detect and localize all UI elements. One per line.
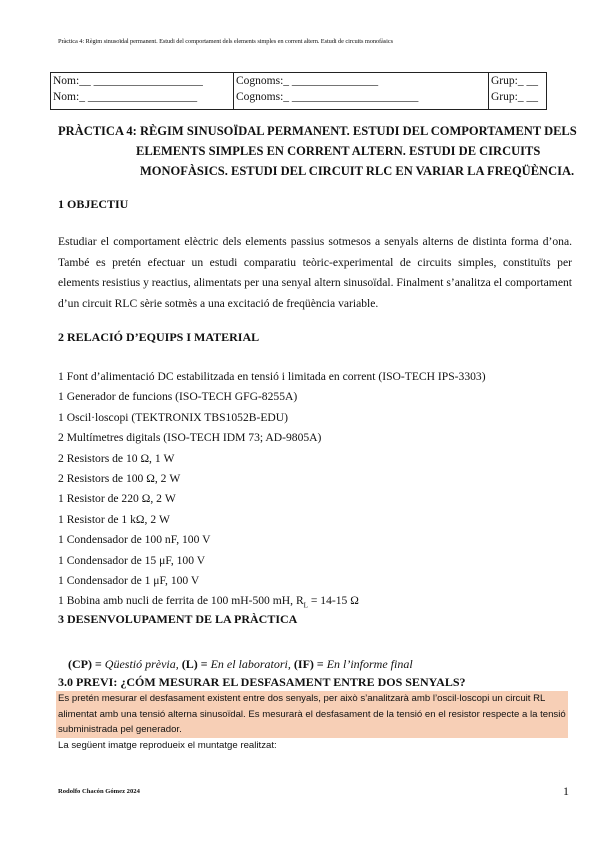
footer-author: Rodolfo Chacón Gómez 2024 — [58, 788, 140, 795]
objective-paragraph: Estudiar el comportament elèctric dels elements passius sotmesos a senyals alterns de distinta forma d’ona. També es pretén efectuar un estudi comparatiu teòric-experimental de circuits simples, constituïts per elements resistius y reactius, alimentats per una senyal altern sinusoïdal. Finalment s’analitza el comportament d’un circuit RLC sèrie sotmès a una excitació de freqüència variable. — [58, 235, 572, 310]
image-intro-text: La següent imatge reprodueix el muntatge realitzat: — [58, 740, 277, 751]
legend-equiv: ≡ — [316, 657, 324, 671]
name-field-2[interactable]: Nom:_ ___________________ — [53, 91, 198, 103]
section-heading-objective: 1 OBJECTIU — [58, 197, 129, 211]
legend-line — [68, 657, 413, 672]
list-item: 2 Resistors de 100 Ω, 2 W — [58, 472, 181, 486]
coil-text: 1 Bobina amb nucli de ferrita de 100 mH-500 mH, R — [58, 594, 304, 608]
legend-l-code: (L) — [181, 657, 198, 671]
list-item: 1 Resistor de 220 Ω, 2 W — [58, 492, 176, 506]
table-row — [51, 73, 547, 110]
title-line-3: MONOFÀSICS. ESTUDI DEL CIRCUIT RLC EN VARIAR LA FREQÜÈNCIA. — [140, 164, 575, 178]
list-item: 1 Generador de funcions (ISO-TECH GFG-8255A) — [58, 390, 298, 404]
running-header: Pràctica 4: Règim sinusoïdal permanent. Estudi del comportament dels elements simples en corrent altern. Estudi de circuits monofàsics — [58, 38, 393, 45]
subsection-heading: 3.0 PREVI: ¿CÓM MESURAR EL DESFASAMENT ENTRE DOS SENYALS? — [58, 675, 466, 689]
name-fields[interactable] — [51, 73, 234, 110]
list-item: 1 Font d’alimentació DC estabilitzada en tensió i limitada en corrent (ISO-TECH IPS-3303) — [58, 370, 486, 383]
document-title — [58, 121, 577, 181]
legend-cp-text: Qüestió prèvia, — [104, 657, 179, 671]
surname-field-2[interactable]: Cognoms:_ ______________________ — [236, 91, 419, 103]
coil-resistance: = 14-15 Ω — [307, 594, 359, 608]
group-field-1[interactable]: Grup:_ __ — [491, 75, 538, 87]
list-item: 1 Resistor de 1 kΩ, 2 W — [58, 512, 170, 526]
list-item: 2 Multímetres digitals (ISO-TECH IDM 73; AD-9805A) — [58, 431, 322, 445]
legend-cp-code: (CP) — [68, 657, 92, 671]
list-item: 1 Condensador de 100 nF, 100 V — [58, 533, 211, 547]
surname-fields[interactable] — [234, 73, 489, 110]
coil-subscript: L — [303, 601, 308, 610]
section-heading-equipment: 2 RELACIÓ D’EQUIPS I MATERIAL — [58, 330, 260, 344]
legend-l-text: En el laboratori, — [210, 657, 291, 671]
section-heading-development: 3 DESENVOLUPAMENT DE LA PRÀCTICA — [58, 612, 298, 626]
legend-if-code: (IF) — [293, 657, 314, 671]
legend-equiv: ≡ — [95, 657, 102, 671]
list-item: 1 Condensador de 15 μF, 100 V — [58, 553, 206, 567]
student-form-table — [50, 72, 547, 110]
legend-if-text: En l’informe final — [326, 657, 413, 671]
surname-field-1[interactable]: Cognoms:_ _______________ — [236, 75, 379, 87]
equipment-list — [58, 367, 486, 616]
group-field-2[interactable]: Grup:_ __ — [491, 91, 538, 103]
title-line-2: ELEMENTS SIMPLES EN CORRENT ALTERN. ESTUDI DE CIRCUITS — [136, 144, 541, 158]
list-item: 1 Oscil·loscopi (TEKTRONIX TBS1052B-EDU) — [58, 410, 289, 424]
name-field-1[interactable]: Nom:__ ___________________ — [53, 75, 203, 87]
title-line-1: PRÀCTICA 4: RÈGIM SINUSOÏDAL PERMANENT. ESTUDI DEL COMPORTAMENT DELS — [58, 124, 577, 138]
group-fields[interactable] — [489, 73, 547, 110]
page-number: 1 — [563, 784, 569, 798]
legend-equiv: ≡ — [200, 657, 208, 671]
list-item: 2 Resistors de 10 Ω, 1 W — [58, 451, 175, 465]
highlighted-paragraph: Es pretén mesurar el desfasament existent entre dos senyals, per això s’analitzarà amb l’oscil·loscopi un circuit RL alimentat amb una tensió alterna sinusoïdal. Es mesurarà el desfasament de la tensió en el resistor respecte a la tensió subministrada pel generador. — [56, 691, 568, 738]
list-item: 1 Condensador de 1 μF, 100 V — [58, 574, 200, 588]
